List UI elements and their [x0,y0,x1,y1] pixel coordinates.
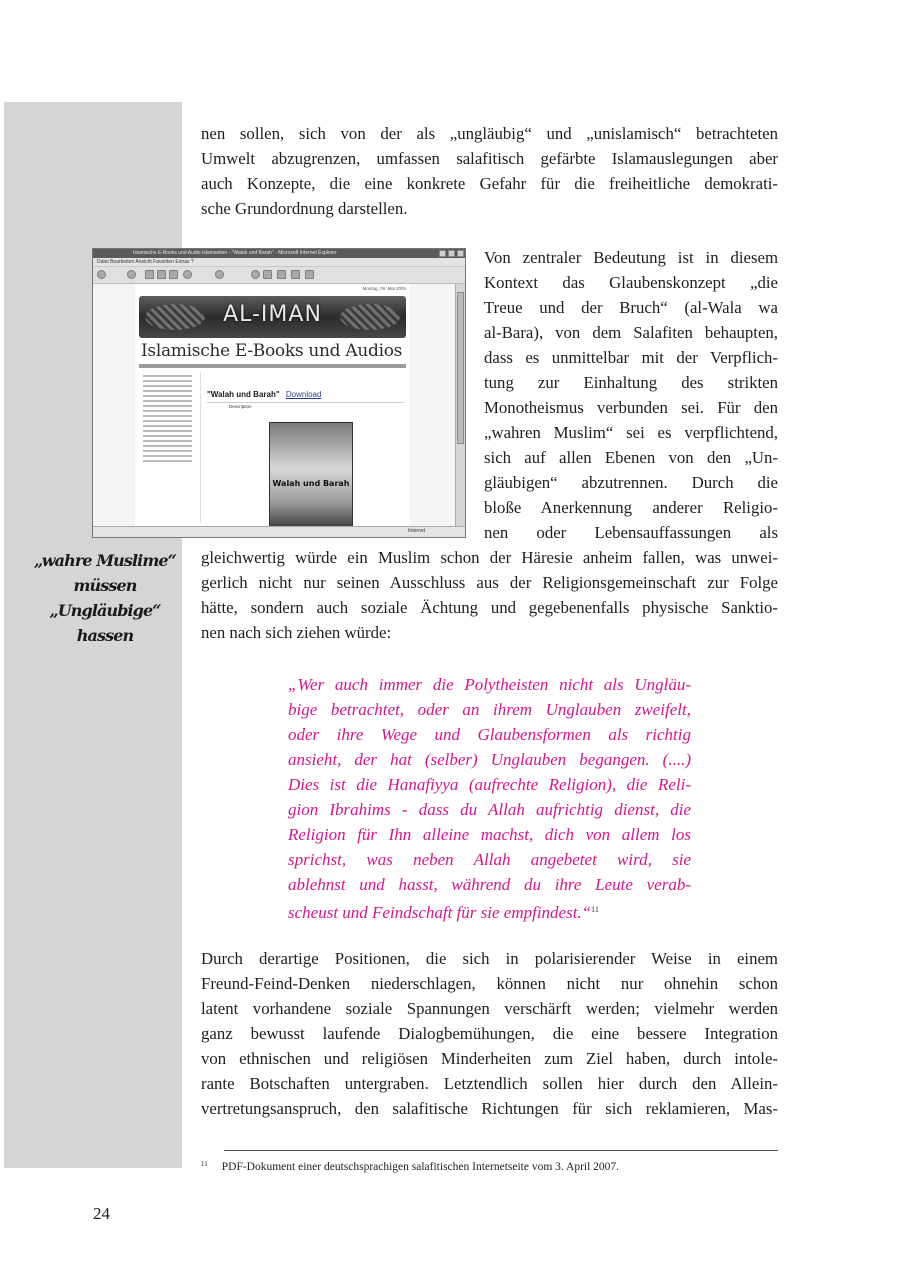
search-icon [183,270,192,279]
paragraph-1: nen sollen, sich von der als „ungläubig“ und „unislamisch“ betrachteten Umwelt abzugrenzen, umfassen salafitisch gefärbte Islamauslegungen aber auch Konzepte, die eine konkrete Gefahr für die freiheitliche demokrati- sche Grundordnung darstellen. [201,124,778,218]
footnote-number: 11 [201,1160,208,1168]
print-icon [291,270,300,279]
banner-name: AL-IMAN [223,302,322,327]
margin-note: „wahre Muslime“ müssen „Ungläubige“ hassen [34,551,176,645]
footnote-text: PDF-Dokument einer deutschsprachigen salafitischen Internetseite vom 3. April 2007. [221,1161,620,1173]
description-label: Description [229,404,252,409]
maximize-icon [448,250,455,257]
forward-icon [127,270,136,279]
browser-scrollbar [455,284,465,527]
site-date: Montag, 09. Mai 2005 [362,286,406,291]
page-number: 24 [93,1204,110,1223]
paragraph-2-right: Von zentraler Bedeutung ist in diesem Kontext das Glaubenskonzept „die Treue und der Bruch“ (al-Wala wa al-Bara), von dem Salafiten behaupten, dass es unmittelbar mit der Verpflich- tung zur Einhaltung des strikten Monotheismus verbunden sei. Für den „wahren Muslim“ sei es verpflichtend, sich auf allen Ebenen von den „Un- gläubigen“ abzutrennen. Durch die bloße Anerkennung anderer Religio- nen oder Lebensauffassungen als [484,248,778,542]
site-main-content [207,380,404,523]
site-navigation [139,372,201,523]
footnote-separator [224,1150,778,1151]
paragraph-2-continued: gleichwertig würde ein Muslim schon der Häresie anheim fallen, was unwei- gerlich nicht nur seinen Ausschluss aus der Religionsgemeinschaft zur Folge hätte, sondern auch soziale Ächtung und gegebenenfalls physische Sanktio- nen nach sich ziehen würde: [201,548,778,642]
edit-icon [305,270,314,279]
close-icon [457,250,464,257]
status-zone: Internet [408,528,425,534]
site-banner [139,296,406,338]
refresh-icon [157,270,166,279]
block-quote: „Wer auch immer die Polytheisten nicht als Ungläu- bige betrachtet, oder an ihrem Unglauben zweifelt, oder ihre Wege und Glaubensformen als richtig ansieht, der hat (selber) Unglauben begangen. (....) Dies ist die Hanafiyya (aufrechte Religion), die Reli- gion Ibrahims - dass du Allah aufrichtig dienst, die Religion für Ihn alleine machst, dich von allem los sprichst, was neben Allah angebetet wird, sie ablehnst und hasst, während du ihre Leute verab- scheust und Feindschaft für sie empfindest.“$^{11}$ [288,675,691,922]
paragraph-3: Durch derartige Positionen, die sich in polarisierender Weise in einem Freund-Feind-Denken niederschlagen, können nicht nur ohnehin schon latent vorhandene soziale Spannungen verschärft werden; vielmehr werden ganz bewusst laufende Dialogbemühungen, die eine bessere Integration von ethnischen und religiösen Minderheiten zum Ziel haben, durch intole- rante Botschaften untergraben. Letztendlich sollen hier durch den Allein- vertretungsanspruch, den salafitische Richtungen für sich reklamieren, Mas- [201,949,778,1118]
history-icon [263,270,272,279]
favorites-icon [215,270,224,279]
book-cover-image [269,422,353,538]
site-title: Islamische E-Books und Audios [141,341,403,361]
minimize-icon [439,250,446,257]
mail-icon [277,270,286,279]
download-link: Download [285,390,322,399]
browser-titlebar [93,249,465,258]
browser-toolbar [93,267,465,284]
website-page [135,284,410,527]
website-screenshot-figure [92,248,466,538]
cover-text: Walah und Barah [272,479,350,488]
browser-statusbar [93,526,465,537]
browser-menubar: Datei Bearbeiten Ansicht Favoriten Extras ? [93,258,465,267]
browser-window-title: Islamische E-Books und Audio Islamseiten - "Walah und Barah" - Microsoft Internet Explorer [133,250,337,256]
item-heading: "Walah und Barah" Download [207,390,322,399]
media-icon [251,270,260,279]
footnote-reference: 11 [591,905,599,914]
footnote [201,1157,619,1174]
stop-icon [145,270,154,279]
home-icon [169,270,178,279]
back-icon [97,270,106,279]
